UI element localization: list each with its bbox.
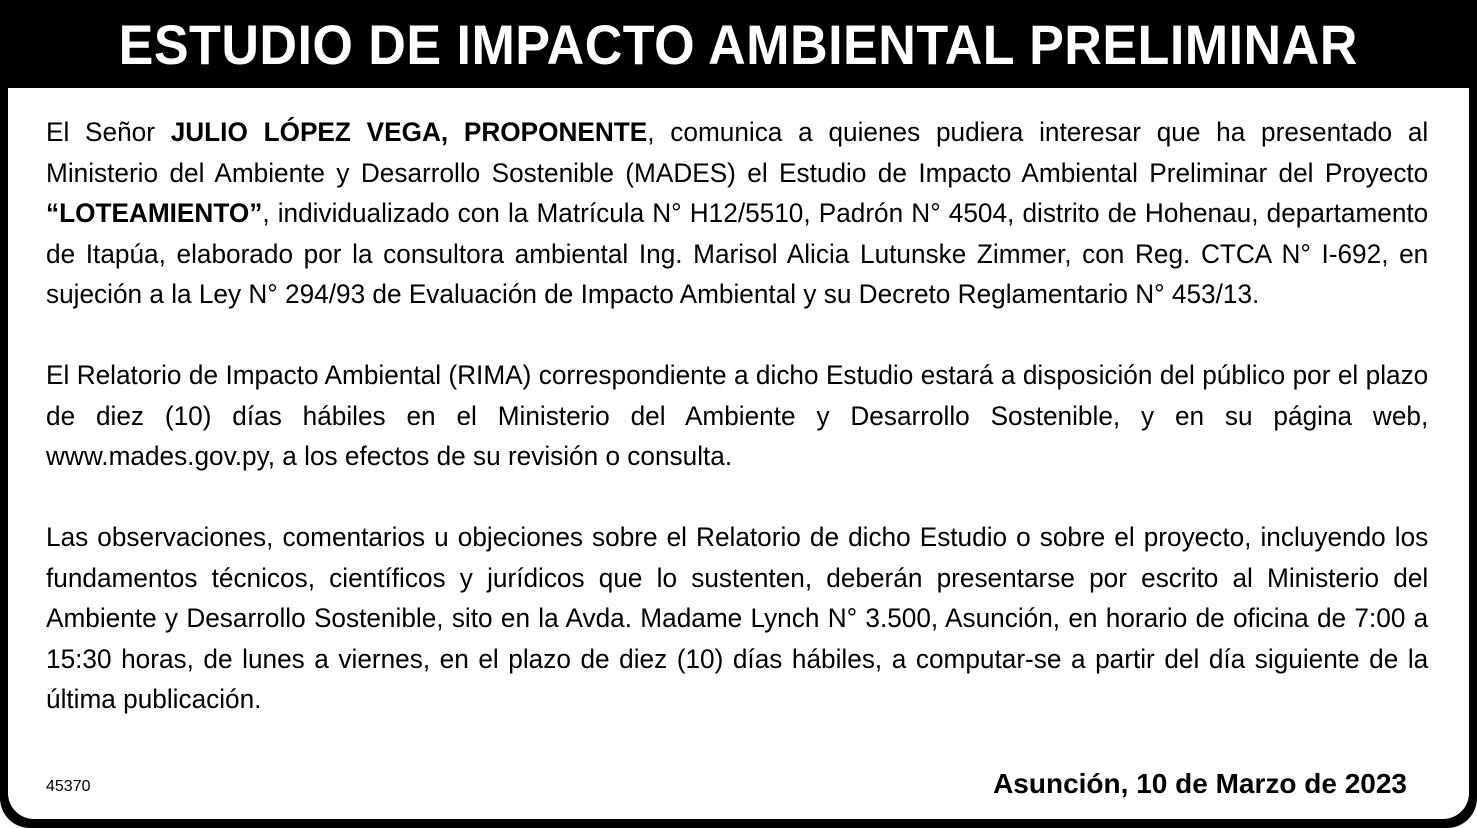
paragraph-observations: Las observaciones, comentarios u objeciones sobre el Relatorio de dicho Estudio o sobre el proyecto, incluyendo los fundamentos técnicos, científicos y jurídicos que lo sustenten, deberán presentarse por escrito al Ministerio del Ambiente y Desarrollo Sostenible, sito en la Avda. Madame Lynch N° 3.500, Asunción, en horario de oficina de 7:00 a 15:30 horas, de lunes a viernes, en el plazo de diez (10) días hábiles, a computar-se a partir del día siguiente de la última publicación. — [46, 522, 1429, 714]
notice-body — [8, 88, 1469, 819]
paragraph-text-a: , comunica a quienes pudiera interesar que ha presentado al Ministerio del Ambiente y Desarrollo Sostenible (MADES) el Estudio de Impacto Ambiental Preliminar del Proyecto — [46, 117, 1429, 188]
notice-header — [0, 0, 1477, 88]
paragraph-proponent — [46, 112, 1428, 315]
paragraph-text-b: , individualizado con la Matrícula N° H12/5510, Padrón N° 4504, distrito de Hohenau, departamento de Itapúa, elaborado por la consultora ambiental Ing. Marisol Alicia Lutunske Zimmer, con Reg. CTCA N° I-692, en sujeción a la Ley N° 294/93 de Evaluación de Impacto Ambiental y su Decreto Reglamentario N° 453/13. — [46, 198, 1429, 309]
publication-date: Asunción, 10 de Marzo de 2023 — [993, 768, 1407, 799]
paragraph-intro: El Señor — [46, 117, 171, 147]
notice-title: ESTUDIO DE IMPACTO AMBIENTAL PRELIMINAR — [118, 12, 1359, 76]
paragraph-rima: El Relatorio de Impacto Ambiental (RIMA) correspondiente a dicho Estudio estará a disposición del público por el plazo de diez (10) días hábiles en el Ministerio del Ambiente y Desarrollo Sostenible, y en su página web, www.mades.gov.py, a los efectos de su revisión o consulta. — [46, 360, 1429, 471]
notice-text — [46, 112, 1428, 720]
reference-number: 45370 — [46, 778, 91, 795]
proponent-name: JULIO LÓPEZ VEGA, PROPONENTE — [170, 117, 648, 147]
project-name: “LOTEAMIENTO” — [46, 198, 263, 228]
